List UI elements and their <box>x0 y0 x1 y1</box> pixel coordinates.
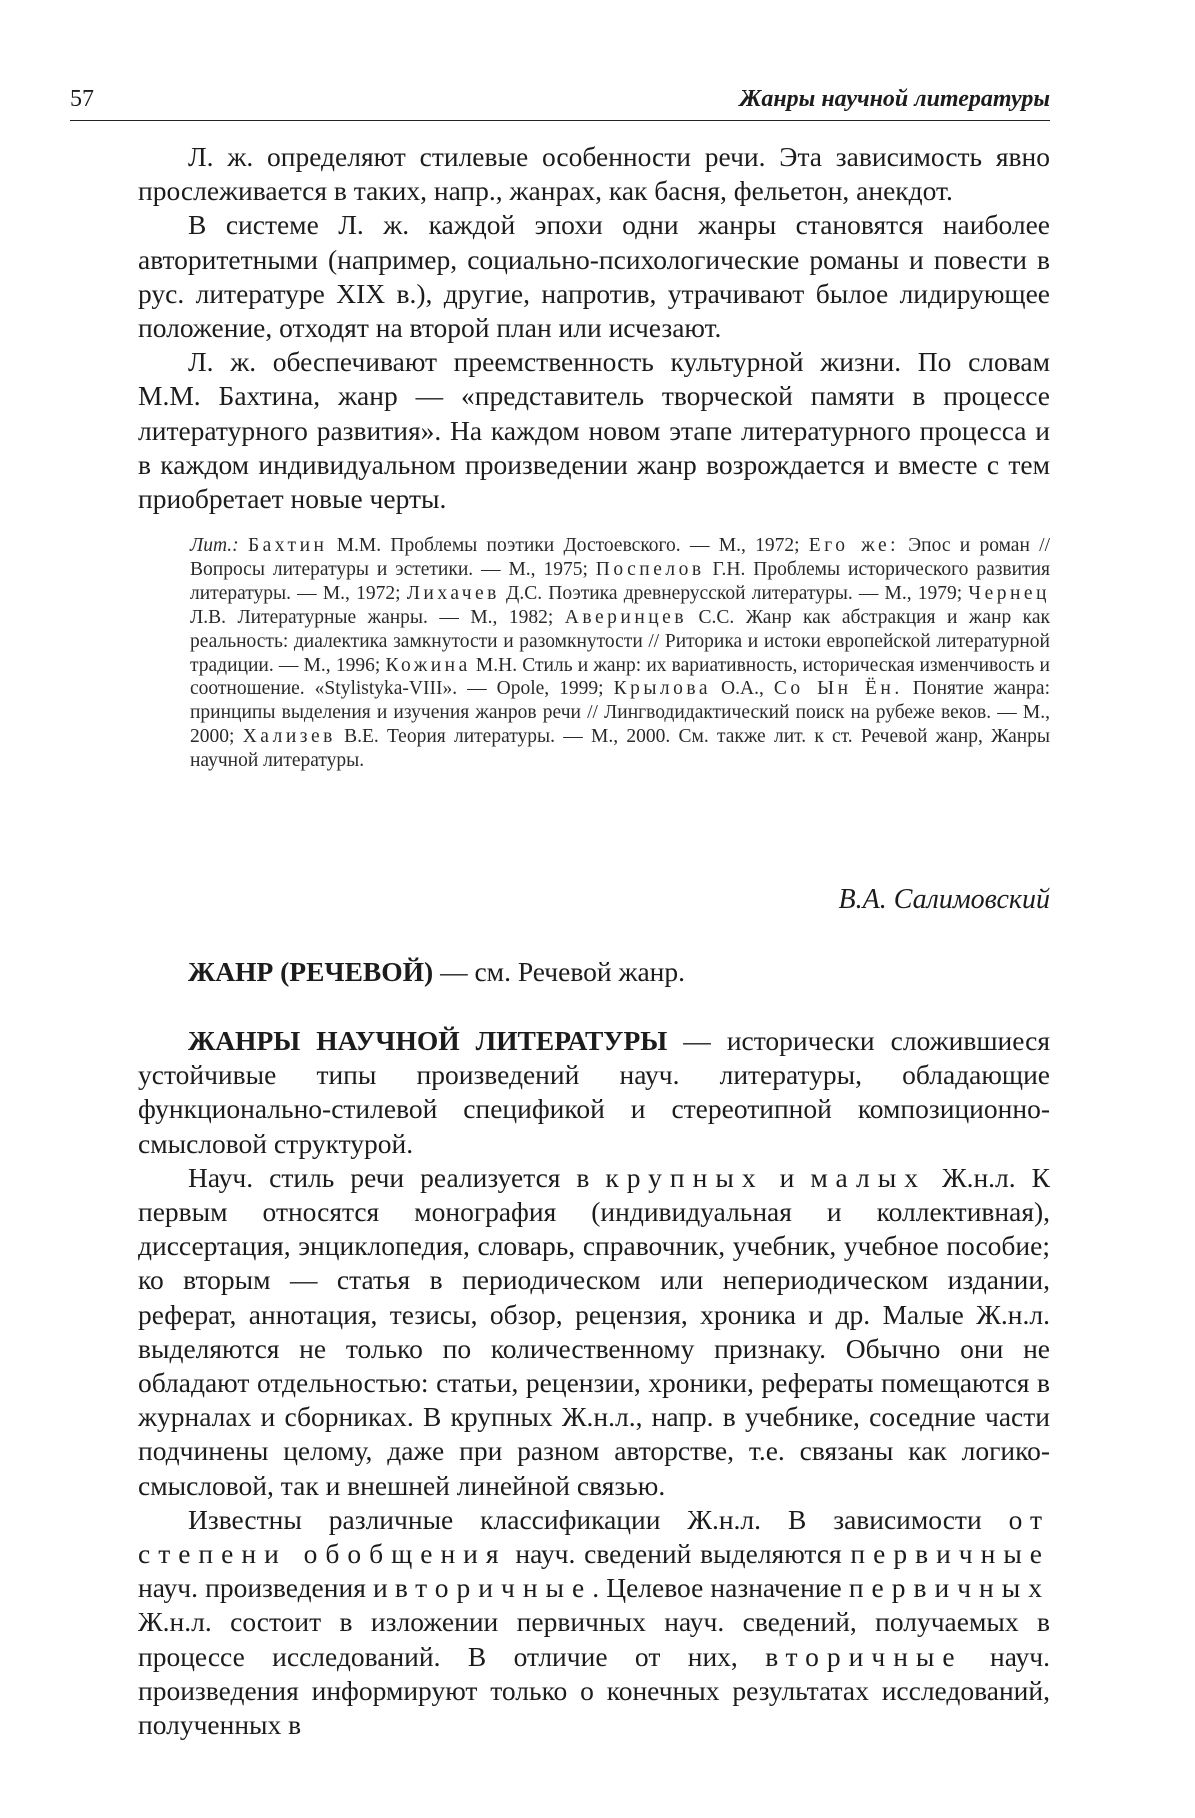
paragraph-2: В системе Л. ж. каждой эпохи одни жанры становятся наиболее авторитетными (например, социально-психологические романы и повести в рус. литературе XIX в.), другие, напротив, утрачивают былое лидирующее положение, отходят на второй план или исчезают. <box>138 209 1050 344</box>
bib-author: Крылова <box>613 678 712 700</box>
entry-science-paragraph-1 <box>138 1024 1050 1161</box>
bib-entry: С.С. Жанр как абстракция и жанр как реальность: диалектика замкнутости и разомкнутости // Риторика и истоки европейской литературной традиции. — М., 1996; <box>190 606 1050 676</box>
bib-author: Поспелов <box>595 558 705 580</box>
entry-science-genres <box>138 1024 1050 1742</box>
entry-science-paragraph-2 <box>138 1161 1050 1503</box>
text-run: науч. произведения и <box>138 1572 395 1604</box>
bibliography <box>190 534 1050 773</box>
paragraph-1: Л. ж. определяют стилевые особенности речи. Эта зависимость явно прослеживается в таких, напр., жанрах, как басня, фельетон, анекдот. <box>138 141 1050 207</box>
text-run: Ж.н.л. К первым относятся монография (индивидуальная и коллективная), диссертация, энциклопедия, словарь, справочник, учебник, учебное пособие; ко вторым — статья в периодическом или непериодическом издании, реферат, аннотация, тезисы, обзор, рецензия, хроника и др. Малые Ж.н.л. выделяются не только по количественному признаку. Обычно они не обладают отдельностью: статьи, рецензии, хроники, рефераты помещаются в журналах и сборниках. В крупных Ж.н.л., напр. в учебнике, соседние части подчинены целому, даже при разном авторстве, т.е. связаны как логико-смысловой, так и внешней линейной связью. <box>138 1161 1051 1501</box>
bib-author: Со Ын Ён. <box>773 678 903 700</box>
running-title: Жанры научной литературы <box>739 86 1050 112</box>
paragraph-3: Л. ж. обеспечивают преемственность культурной жизни. По словам М.М. Бахтина, жанр — «представитель творческой памяти в процессе литературного развития». На каждом новом этапе литературного процесса и в каждом индивидуальном произведении жанр возрождается и вместе с тем приобретает новые черты. <box>138 346 1050 515</box>
bib-entry: Д.С. Поэтика древнерусской литературы. — М., 1979; <box>499 582 969 604</box>
spaced-term: от степени обобщения <box>138 1503 1050 1570</box>
bib-entry: Л.В. Литературные жанры. — М., 1982; <box>190 606 565 628</box>
bib-entry: М.Н. Стиль и жанр: их вариативность, историческая изменчивость и соотношение. «Stylistyka-VIII». — Opole, 1999; <box>190 654 1050 700</box>
text-run: науч. сведений выделяются <box>506 1538 851 1570</box>
text-run: науч. произведения информируют только о конечных результатах исследований, полученных в <box>138 1640 1050 1741</box>
entry-definition: — см. Речевой жанр. <box>433 956 686 987</box>
bib-author: Бахтин <box>247 535 328 556</box>
spaced-term: первичных <box>848 1572 1050 1604</box>
entry-definition: — исторически сложившиеся устойчивые типы произведений науч. литературы, обладающие функционально-стилевой спецификой и стереотипной композиционно-смысловой структурой. <box>138 1025 1050 1159</box>
spaced-term: первичные <box>850 1538 1051 1570</box>
text-run: . Целевое назначение <box>592 1572 849 1604</box>
spaced-term: малых <box>810 1161 926 1193</box>
bib-author: Лихачев <box>406 582 500 604</box>
bib-author: Аверинцев <box>564 606 688 628</box>
bib-entry: М.М. Проблемы поэтики Достоевского. — М., 1972; <box>327 535 809 556</box>
entry-term: ЖАНР (РЕЧЕВОЙ) <box>188 956 434 987</box>
bib-entry: Г.Н. Проблемы исторического развития литературы. — М., 1972; <box>190 558 1050 604</box>
text-run: Ж.н.л. состоит в изложении первичных науч. сведений, получаемых в процессе исследований. В отличие от них, <box>138 1606 1050 1672</box>
bib-entry: Понятие жанра: принципы выделения и изучения жанров речи // Лингводидактический поиск на рубеже веков. — М., 2000; <box>190 678 1050 748</box>
bib-entry: Эпос и роман // Вопросы литературы и эстетики. — М., 1975; <box>190 535 1050 580</box>
author-signature: В.А. Салимовский <box>838 884 1050 915</box>
bib-author: Кожина <box>385 654 471 676</box>
spaced-term: вторичные <box>394 1572 593 1604</box>
text-run: Науч. стиль речи реализуется в <box>188 1161 606 1193</box>
article-continuation <box>138 140 1050 516</box>
bib-author: Хализев <box>242 726 336 748</box>
bibliography-label: Лит.: <box>190 535 239 556</box>
bib-author: Его же: <box>808 535 900 556</box>
spaced-term: вторичные <box>765 1640 963 1672</box>
bib-entry: В.Е. Теория литературы. — М., 2000. См. также лит. к ст. Речевой жанр, Жанры научной литературы. <box>190 726 1051 772</box>
spaced-term: крупных <box>605 1161 764 1193</box>
text-run: и <box>763 1161 811 1193</box>
page-number: 57 <box>70 86 94 112</box>
entry-speech-paragraph <box>138 955 1050 989</box>
entry-term: ЖАНРЫ НАУЧНОЙ ЛИТЕРАТУРЫ <box>188 1025 668 1056</box>
entry-speech-genre <box>138 955 1050 989</box>
bib-author: Чернец <box>968 582 1050 604</box>
entry-science-paragraph-3 <box>138 1503 1050 1742</box>
running-head <box>70 82 1050 121</box>
text-run: Известны различные классификации Ж.н.л. В зависимости <box>188 1503 1009 1535</box>
bib-entry: О.А., <box>711 678 774 700</box>
